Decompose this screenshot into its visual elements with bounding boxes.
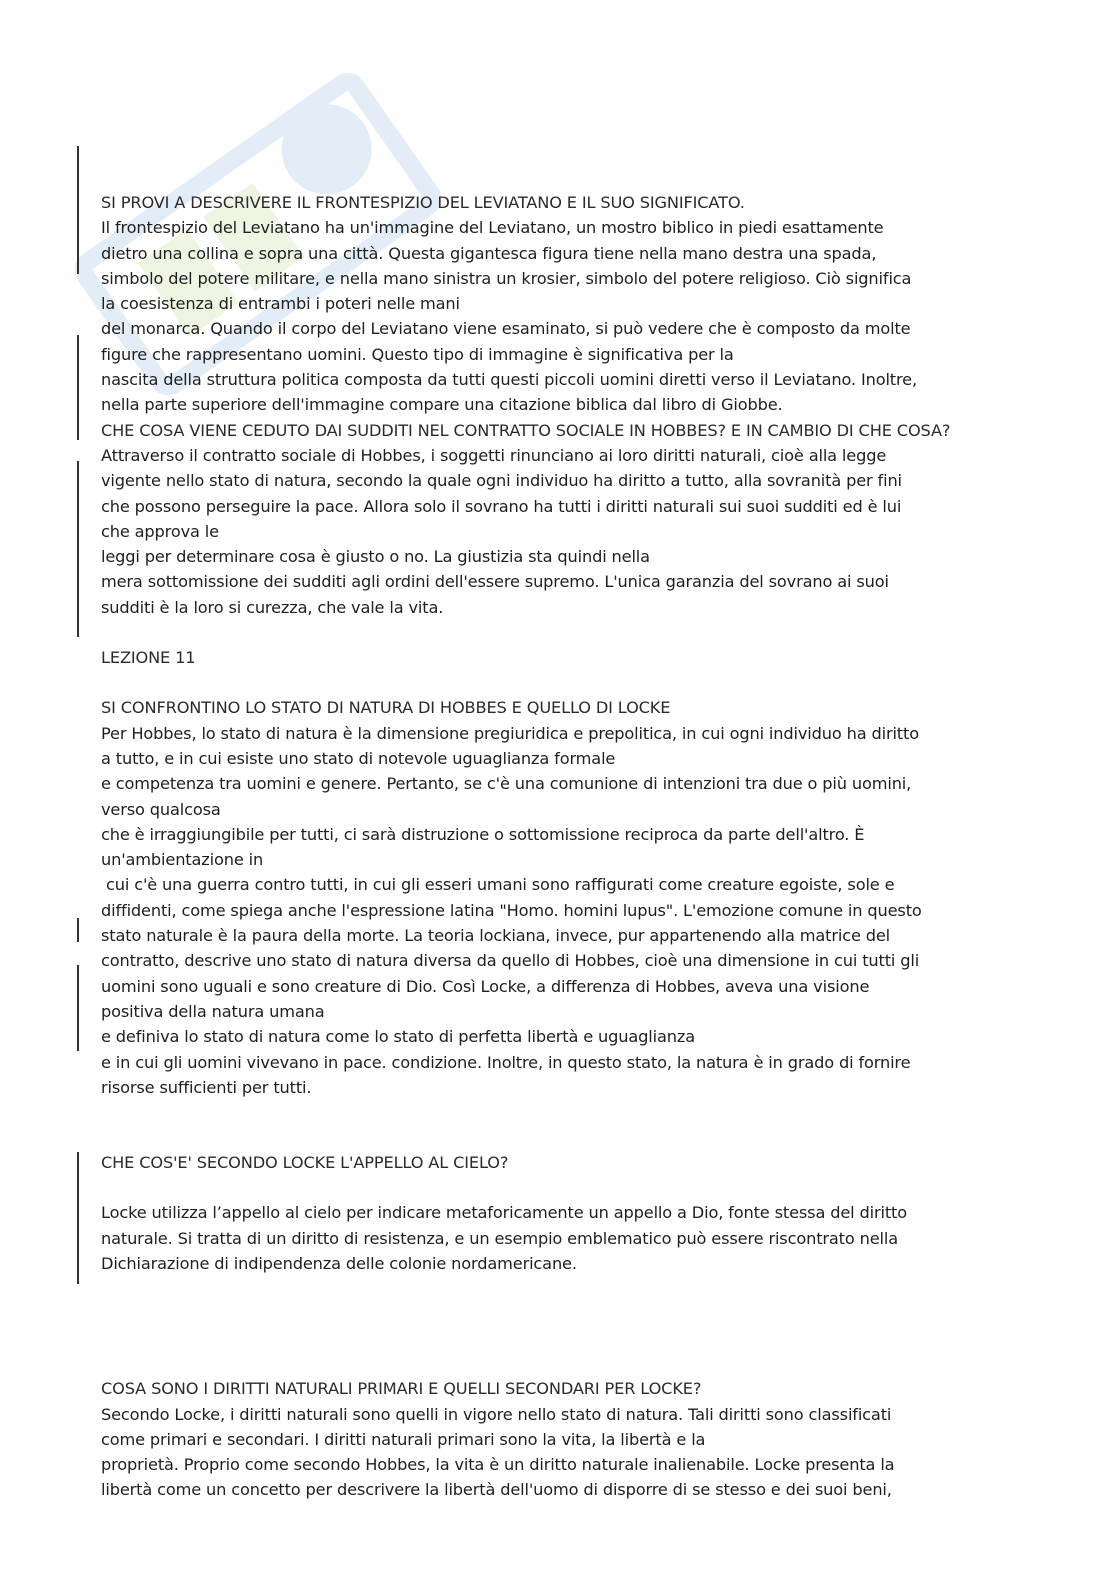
paragraph-line: cui c'è una guerra contro tutti, in cui gli esseri umani sono raffigurati come creature egoiste, sole e xyxy=(101,875,895,895)
paragraph-line: che è irraggiungibile per tutti, ci sarà distruzione o sottomissione reciproca da parte dell'altro. È xyxy=(101,824,865,844)
paragraph-line: proprietà. Proprio come secondo Hobbes, la vita è un diritto naturale inalienabile. Locke presenta la xyxy=(101,1455,895,1475)
paragraph-line: Dichiarazione di indipendenza delle colonie nordamericane. xyxy=(101,1253,577,1273)
paragraph-line: contratto, descrive uno stato di natura diversa da quello di Hobbes, cioè una dimensione in cui tutti gli xyxy=(101,951,920,971)
paragraph-line: Locke utilizza l’appello al cielo per indicare metaforicamente un appello a Dio, fonte stessa del diritto xyxy=(101,1203,907,1223)
paragraph-line: come primari e secondari. I diritti naturali primari sono la vita, la libertà e la xyxy=(101,1429,706,1449)
paragraph-line: nascita della struttura politica composta da tutti questi piccoli uomini diretti verso il Leviatano. Inoltre, xyxy=(101,370,917,390)
paragraph-line: vigente nello stato di natura, secondo la quale ogni individuo ha diritto a tutto, alla sovranità per fini xyxy=(101,471,902,491)
paragraph-line: mera sottomissione dei sudditi agli ordini dell'essere supremo. L'unica garanzia del sovrano ai suoi xyxy=(101,572,889,592)
section-heading: COSA SONO I DIRITTI NATURALI PRIMARI E QUELLI SECONDARI PER LOCKE? xyxy=(101,1379,702,1399)
paragraph-line: figure che rappresentano uomini. Questo tipo di immagine è significativa per la xyxy=(101,344,734,364)
paragraph-line: la coesistenza di entrambi i poteri nelle mani xyxy=(101,294,460,314)
paragraph-line: risorse sufficienti per tutti. xyxy=(101,1077,312,1097)
paragraph-line: Per Hobbes, lo stato di natura è la dimensione pregiuridica e prepolitica, in cui ogni individuo ha diritto xyxy=(101,723,919,743)
paragraph-line: positiva della natura umana xyxy=(101,1001,325,1021)
paragraph-line: del monarca. Quando il corpo del Leviatano viene esaminato, si può vedere che è composto da molte xyxy=(101,319,911,339)
revision-bar xyxy=(77,918,79,942)
revision-bar xyxy=(77,335,79,440)
paragraph-line: diffidenti, come spiega anche l'espressione latina "Homo. homini lupus". L'emozione comune in questo xyxy=(101,900,922,920)
paragraph-line: libertà come un concetto per descrivere la libertà dell'uomo di disporre di se stesso e dei suoi beni, xyxy=(101,1480,892,1500)
paragraph-line: simbolo del potere militare, e nella mano sinistra un krosier, simbolo del potere religioso. Ciò significa xyxy=(101,268,912,288)
paragraph-line: leggi per determinare cosa è giusto o no. La giustizia sta quindi nella xyxy=(101,547,650,567)
lesson-heading: LEZIONE 11 xyxy=(101,648,196,668)
revision-bar xyxy=(77,461,79,637)
paragraph-line: sudditi è la loro si curezza, che vale la vita. xyxy=(101,597,444,617)
revision-bar xyxy=(77,146,79,274)
section-heading: CHE COSA VIENE CEDUTO DAI SUDDITI NEL CONTRATTO SOCIALE IN HOBBES? E IN CAMBIO DI CHE COSA? xyxy=(101,420,951,440)
paragraph-line: naturale. Si tratta di un diritto di resistenza, e un esempio emblematico può essere riscontrato nella xyxy=(101,1228,898,1248)
paragraph-line: Il frontespizio del Leviatano ha un'immagine del Leviatano, un mostro biblico in piedi esattamente xyxy=(101,218,884,238)
section-heading: SI PROVI A DESCRIVERE IL FRONTESPIZIO DEL LEVIATANO E IL SUO SIGNIFICATO. xyxy=(101,193,745,212)
paragraph-line: uomini sono uguali e sono creature di Dio. Così Locke, a differenza di Hobbes, aveva una visione xyxy=(101,976,870,996)
paragraph-line: che possono perseguire la pace. Allora solo il sovrano ha tutti i diritti naturali sui suoi sudditi ed è lui xyxy=(101,496,902,516)
paragraph-line: Attraverso il contratto sociale di Hobbes, i soggetti rinunciano ai loro diritti naturali, cioè alla legge xyxy=(101,445,887,465)
paragraph-line: e competenza tra uomini e genere. Pertanto, se c'è una comunione di intenzioni tra due o più uomini, xyxy=(101,774,912,794)
revision-bar xyxy=(77,1152,79,1284)
document-body xyxy=(101,190,1001,1503)
paragraph-line: stato naturale è la paura della morte. La teoria lockiana, invece, pur appartenendo alla matrice del xyxy=(101,926,891,946)
paragraph-line: Secondo Locke, i diritti naturali sono quelli in vigore nello stato di natura. Tali diritti sono classificati xyxy=(101,1404,892,1424)
paragraph-line: e in cui gli uomini vivevano in pace. condizione. Inoltre, in questo stato, la natura è in grado di fornire xyxy=(101,1052,911,1072)
section-heading: CHE COS'E' SECONDO LOCKE L'APPELLO AL CIELO? xyxy=(101,1153,509,1173)
paragraph-line: nella parte superiore dell'immagine compare una citazione biblica dal libro di Giobbe. xyxy=(101,395,783,415)
section-heading: SI CONFRONTINO LO STATO DI NATURA DI HOBBES E QUELLO DI LOCKE xyxy=(101,698,671,718)
revision-bar xyxy=(77,965,79,1051)
paragraph-line: un'ambientazione in xyxy=(101,850,264,870)
paragraph-line: verso qualcosa xyxy=(101,799,221,819)
paragraph-line: e definiva lo stato di natura come lo stato di perfetta libertà e uguaglianza xyxy=(101,1027,695,1047)
paragraph-line: dietro una collina e sopra una città. Questa gigantesca figura tiene nella mano destra una spada, xyxy=(101,243,877,263)
paragraph-line: a tutto, e in cui esiste uno stato di notevole uguaglianza formale xyxy=(101,748,616,768)
paragraph-line: che approva le xyxy=(101,521,219,541)
